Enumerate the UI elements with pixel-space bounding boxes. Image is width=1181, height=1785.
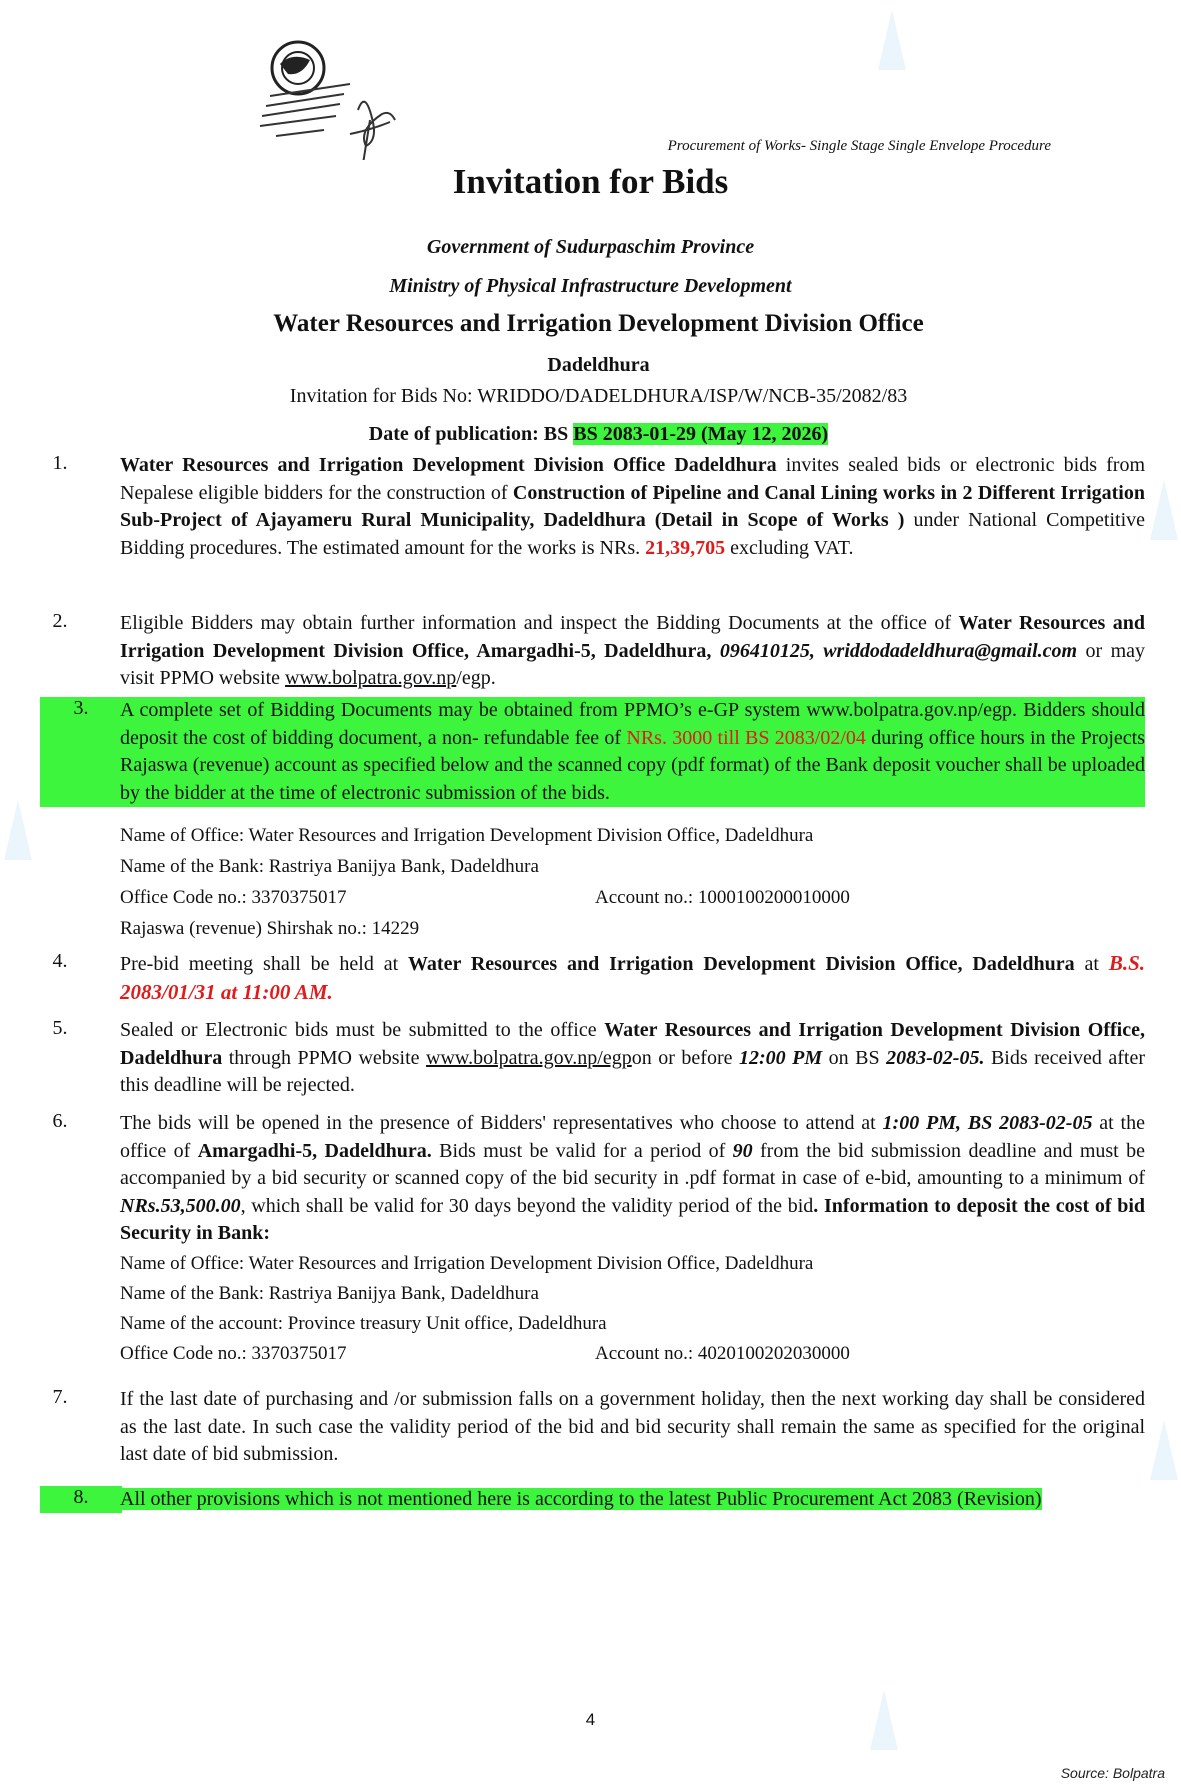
office-code-line xyxy=(120,887,1020,909)
text-run: at xyxy=(1074,953,1109,975)
text-run: /egp. xyxy=(456,667,496,689)
bank-name-line: Name of the Bank: Rastriya Banijya Bank, Dadeldhura xyxy=(120,856,539,877)
opening-datetime: 1:00 PM, BS 2083-02-05 xyxy=(882,1112,1093,1134)
text-run: under National Competitive Bidding procedures. The estimated amount for the works is NRs. xyxy=(120,509,1145,559)
clause-text xyxy=(120,452,1145,562)
text-run: Bids must be valid for a period of xyxy=(431,1139,733,1162)
office-code-line xyxy=(120,1343,1020,1365)
egp-link[interactable]: www.bolpatra.gov.np/egp xyxy=(426,1046,632,1069)
government-heading: Government of Sudurpaschim Province xyxy=(426,236,755,258)
text-run: Bids received after this deadline will be rejected. xyxy=(120,1046,1145,1096)
publication-date-value: BS 2083-01-29 (May 12, 2026) xyxy=(573,423,829,445)
clause-text xyxy=(120,610,1145,693)
clause-number: 4. xyxy=(52,950,68,972)
place-heading: Dadeldhura xyxy=(547,354,650,376)
text-run: from the bid submission deadline and must be accompanied by a bid security or scanned copy of the bid security in .pdf format in case of e-bid, amounting to a minimum of xyxy=(120,1139,1145,1189)
text-run: A complete set of Bidding Documents may be obtained from PPMO’s e-GP system www.bolpatra.gov.np/egp. Bidders should deposit the cost of bidding document, a non- refundable fee of xyxy=(120,699,1145,749)
office-name-line: Name of Office: Water Resources and Irrigation Development Division Office, Dadeldhura xyxy=(120,1253,814,1274)
clause-text xyxy=(120,1110,1145,1248)
clause-number: 2. xyxy=(52,610,68,632)
clause-number: 5. xyxy=(52,1017,68,1039)
ministry-heading: Ministry of Physical Infrastructure Development xyxy=(389,275,792,297)
ppmo-link[interactable]: www.bolpatra.gov.np xyxy=(285,667,457,689)
office-code: Office Code no.: 3370375017 xyxy=(120,887,347,908)
account-name-line: Name of the account: Province treasury Unit office, Dadeldhura xyxy=(120,1313,607,1334)
clause-number: 6. xyxy=(52,1110,68,1132)
procurement-note: Procurement of Works- Single Stage Single Envelope Procedure xyxy=(667,138,1051,154)
watermark-arrow xyxy=(878,10,906,70)
text-run: during office hours in the Projects Rajaswa (revenue) account as specified below and the scanned copy (pdf format) of the Bank deposit voucher shall be uploaded by the bidder at the time of electronic submission of the bids. xyxy=(120,726,1145,804)
text-run: Eligible Bidders may obtain further information and inspect the Bidding Documents at the office of xyxy=(120,612,959,634)
office-name: Water Resources and Irrigation Development Division Office Dadeldhura xyxy=(120,454,777,476)
text-run: on BS xyxy=(822,1046,887,1069)
publication-date-label: Date of publication: BS xyxy=(368,423,574,445)
estimated-amount: 21,39,705 xyxy=(645,536,726,559)
office-name-line: Name of Office: Water Resources and Irrigation Development Division Office, Dadeldhura xyxy=(120,825,814,846)
page-title: Invitation for Bids xyxy=(452,162,729,201)
text-run: at the office of xyxy=(120,1112,1145,1162)
text-run: All other provisions which is not mentioned here is according to the latest Public Procurement Act 2083 (Revision) xyxy=(120,1488,1042,1510)
watermark-arrow xyxy=(1150,480,1178,540)
office-seal-icon xyxy=(240,30,420,160)
project-name: Construction of Pipeline and Canal Lining works in 2 Different Irrigation Sub-Project of Ajayameru Rural Municipality, Dadeldhura (Detail in Scope of Works ) xyxy=(120,481,1145,531)
watermark-arrow xyxy=(4,800,32,860)
office-name: Water Resources and Irrigation Development Division Office, Dadeldhura xyxy=(408,953,1075,975)
page-number: 4 xyxy=(585,1710,596,1729)
text-run: , which shall be valid for 30 days beyond the validity period of the bid xyxy=(240,1194,814,1217)
submission-time: 12:00 PM xyxy=(738,1046,823,1069)
text-run: or may visit PPMO website xyxy=(120,639,1145,689)
office-code: Office Code no.: 3370375017 xyxy=(120,1343,347,1364)
opening-place: Amargadhi-5, Dadeldhura. xyxy=(197,1139,432,1162)
bank-name-line: Name of the Bank: Rastriya Banijya Bank, Dadeldhura xyxy=(120,1283,539,1304)
office-name: Water Resources and Irrigation Development Division Office, Dadeldhura xyxy=(120,1019,1145,1069)
ifb-number: Invitation for Bids No: WRIDDO/DADELDHURA/ISP/W/NCB-35/2082/83 xyxy=(289,385,908,407)
rajaswa-line: Rajaswa (revenue) Shirshak no.: 14229 xyxy=(120,918,420,939)
text-run: invites sealed bids or electronic bids from Nepalese eligible bidders for the construction of xyxy=(120,454,1146,504)
submission-date: 2083-02-05. xyxy=(886,1046,985,1069)
office-name: Water Resources and Irrigation Development Division Office, Amargadhi-5, Dadeldhura, xyxy=(120,612,1145,662)
clause-number: 3. xyxy=(40,697,122,807)
clause-text xyxy=(120,950,1145,1007)
text-run: on or before xyxy=(631,1046,739,1069)
text-run: The bids will be opened in the presence of Bidders' representatives who choose to attend at xyxy=(120,1112,883,1134)
clause-number: 1. xyxy=(52,452,68,474)
contact-info: 096410125, wriddodadeldhura@gmail.com xyxy=(711,639,1078,662)
text-run: excluding VAT. xyxy=(725,536,854,559)
watermark-arrow xyxy=(1150,1420,1178,1480)
prebid-datetime: B.S. 2083/01/31 at 11:00 AM. xyxy=(120,951,1145,1004)
office-heading: Water Resources and Irrigation Development Division Office xyxy=(273,310,924,337)
clause-number: 7. xyxy=(52,1386,68,1408)
text-run: . Information to deposit the cost of bid Security in Bank: xyxy=(120,1194,1145,1244)
clause-text xyxy=(120,697,1145,807)
bid-security-amount: NRs.53,500.00 xyxy=(120,1194,241,1217)
source-credit: Source: Bolpatra xyxy=(1060,1765,1165,1781)
clause-text xyxy=(120,1017,1145,1100)
text-run: through PPMO website xyxy=(222,1046,427,1069)
document-fee: NRs. 3000 till BS 2083/02/04 xyxy=(626,726,866,749)
clause-number: 8. xyxy=(40,1486,122,1513)
publication-date xyxy=(8,423,1181,446)
clause-text xyxy=(120,1486,1145,1514)
clause-text: If the last date of purchasing and /or submission falls on a government holiday, then the next working day shall be considered as the last date. In such case the validity period of the bid and bid security shall remain the same as specified for the original last date of bid submission. xyxy=(120,1388,1145,1465)
text-run: Sealed or Electronic bids must be submitted to the office xyxy=(120,1019,605,1041)
text-run: Pre-bid meeting shall be held at xyxy=(120,953,409,975)
account-number: Account no.: 1000100200010000 xyxy=(595,887,850,908)
account-number: Account no.: 4020100202030000 xyxy=(595,1343,850,1364)
validity-days: 90 xyxy=(732,1139,753,1162)
